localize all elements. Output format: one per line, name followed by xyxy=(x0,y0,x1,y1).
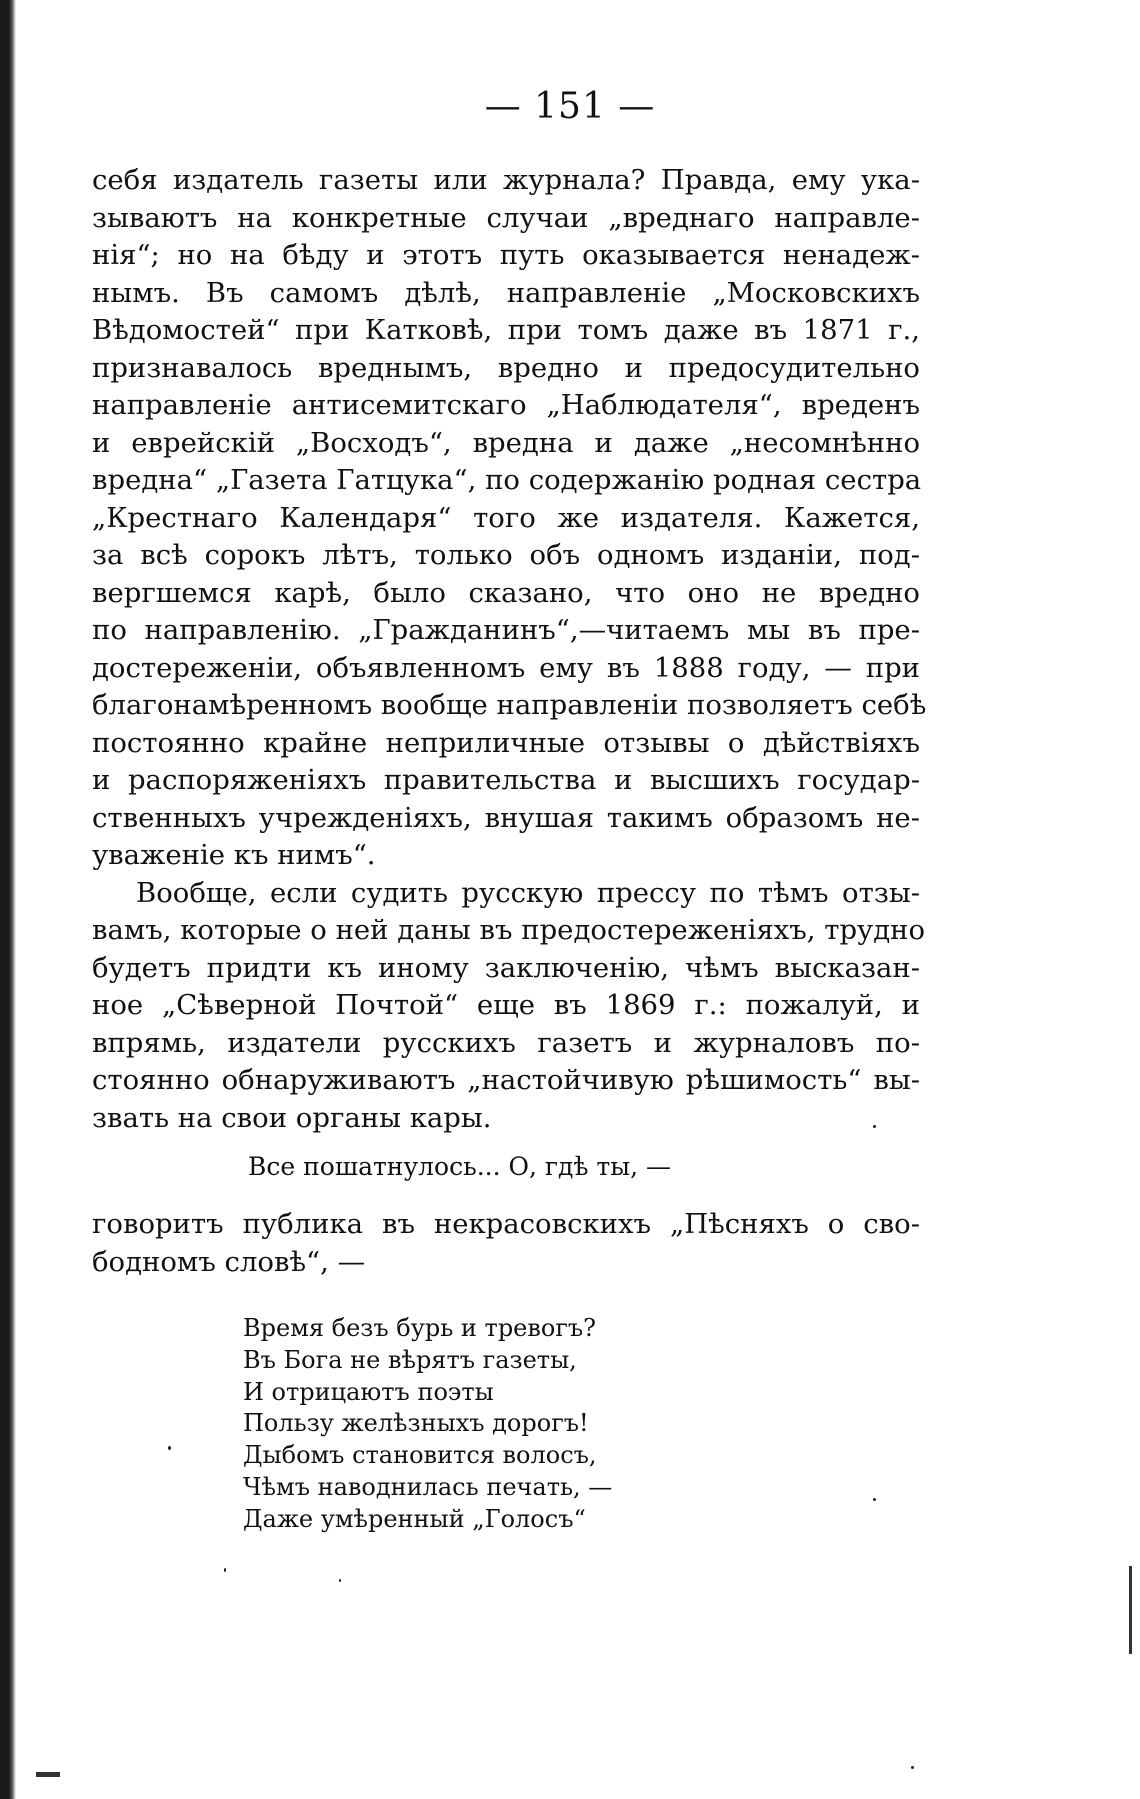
text-line: нія“; но на бѣду и этотъ путь оказывается ненадеж- xyxy=(92,239,920,271)
text-line: уваженіе къ нимъ“. xyxy=(92,839,376,871)
text-line: и распоряженіяхъ правительства и высшихъ государ- xyxy=(92,764,920,796)
text-line: будетъ придти къ иному заключенію, чѣмъ высказан- xyxy=(92,951,920,984)
print-speck xyxy=(224,1568,226,1572)
text-line: за всѣ сорокъ лѣтъ, только объ одномъ изданіи, под- xyxy=(92,539,920,571)
print-speck xyxy=(911,1766,914,1769)
text-line: и еврейскій „Восходъ“, вредна и даже „несомнѣнно xyxy=(92,426,920,459)
text-line: „Крестнаго Календаря“ того же издателя. Кажется, xyxy=(92,501,920,534)
text-line: стоянно обнаруживаютъ „настойчивую рѣшимость“ вы- xyxy=(92,1064,920,1096)
poem-line: И отрицаютъ поэты xyxy=(243,1377,494,1406)
text-line: достереженіи, объявленномъ ему въ 1888 году, — при xyxy=(92,651,920,684)
main-text xyxy=(92,162,927,1137)
text-line: Вѣдомостей“ при Катковѣ, при томъ даже въ 1871 г., xyxy=(92,314,920,346)
scan-corner-mark xyxy=(36,1772,60,1777)
text-line: ное „Сѣверной Почтой“ еще въ 1869 г.: пожалуй, и xyxy=(92,989,920,1021)
book-spine-shadow xyxy=(0,0,16,1799)
poem-line: Въ Бога не вѣрятъ газеты, xyxy=(243,1345,577,1374)
scan-edge-mark xyxy=(1129,1566,1132,1654)
text-line: постоянно крайне неприличные отзывы о дѣйствіяхъ xyxy=(92,726,920,759)
print-speck xyxy=(339,1579,341,1582)
poem-block xyxy=(243,1313,612,1536)
page-number: — 151 — xyxy=(484,86,656,127)
text-line: бодномъ словѣ“, — xyxy=(92,1245,366,1278)
continuation-text xyxy=(92,1206,920,1281)
text-line: вергшемся карѣ, было сказано, что оно не вредно xyxy=(92,576,920,609)
text-line: себя издатель газеты или журнала? Правда, ему ука- xyxy=(92,164,920,196)
text-line: звать на свои органы кары. xyxy=(92,1101,492,1134)
text-line: благонамѣренномъ вообще направленіи позволяетъ себѣ xyxy=(92,689,927,721)
poem-line: Дыбомъ становится волосъ, xyxy=(243,1441,597,1470)
text-line: по направленію. „Гражданинъ“,—читаемъ мы въ пре- xyxy=(92,614,920,646)
text-line: ственныхъ учрежденіяхъ, внушая такимъ образомъ не- xyxy=(92,801,920,834)
text-line: вредна“ „Газета Гатцука“, по содержанію родная сестра xyxy=(92,464,922,496)
text-line: Вообще, если судить русскую прессу по тѣмъ отзы- xyxy=(136,876,920,909)
poem-line: Время безъ бурь и тревогъ? xyxy=(243,1314,597,1342)
text-line: нымъ. Въ самомъ дѣлѣ, направленіе „Московскихъ xyxy=(92,276,920,309)
print-speck xyxy=(873,1125,876,1128)
text-line: зываютъ на конкретные случаи „вреднаго направле- xyxy=(92,201,920,234)
text-line: говоритъ публика въ некрасовскихъ „Пѣсняхъ о сво- xyxy=(92,1208,920,1240)
poem-line: Чѣмъ наводнилась печать, — xyxy=(243,1472,613,1501)
text-line: признавалось вреднымъ, вредно и предосудительно xyxy=(92,351,920,384)
text-line: впрямь, издатели русскихъ газетъ и журналовъ по- xyxy=(92,1026,920,1059)
print-speck xyxy=(873,1498,876,1501)
print-speck xyxy=(168,1446,171,1450)
poem-line: Даже умѣренный „Голосъ“ xyxy=(243,1504,586,1533)
quoted-verse-line: Все пошатнулось... О, гдѣ ты, — xyxy=(248,1152,672,1181)
text-line: вамъ, которые о ней даны въ предостереженіяхъ, трудно xyxy=(92,914,926,946)
text-line: направленіе антисемитскаго „Наблюдателя“, вреденъ xyxy=(92,389,920,421)
poem-line: Пользу желѣзныхъ дорогъ! xyxy=(243,1409,589,1438)
